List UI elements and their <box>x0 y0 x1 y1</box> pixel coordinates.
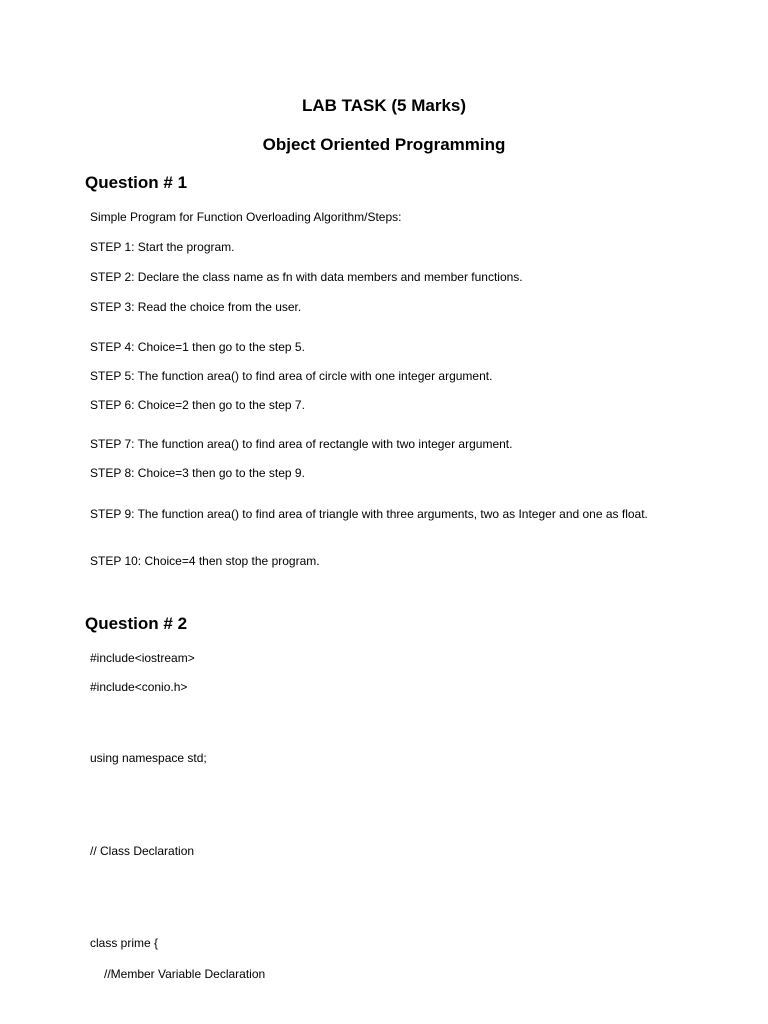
step-8: STEP 8: Choice=3 then go to the step 9. <box>90 466 305 480</box>
step-4: STEP 4: Choice=1 then go to the step 5. <box>90 340 305 354</box>
step-3: STEP 3: Read the choice from the user. <box>90 300 302 314</box>
step-7: STEP 7: The function area() to find area of rectangle with two integer argument. <box>90 437 513 451</box>
code-line-class-comment: // Class Declaration <box>90 844 195 858</box>
code-line-include-conio: #include<conio.h> <box>90 680 188 694</box>
question-2-heading: Question # 2 <box>85 614 188 633</box>
step-10: STEP 10: Choice=4 then stop the program. <box>90 554 320 568</box>
step-2: STEP 2: Declare the class name as fn with data members and member functions. <box>90 270 523 284</box>
step-5: STEP 5: The function area() to find area of circle with one integer argument. <box>90 369 493 383</box>
code-line-include-iostream: #include<iostream> <box>90 651 195 665</box>
document-subtitle: Object Oriented Programming <box>262 135 506 154</box>
code-line-class-prime: class prime { <box>90 936 159 950</box>
document-title: LAB TASK (5 Marks) <box>301 96 467 115</box>
question-1-heading: Question # 1 <box>85 173 188 192</box>
step-6: STEP 6: Choice=2 then go to the step 7. <box>90 398 305 412</box>
question-1-intro: Simple Program for Function Overloading Algorithm/Steps: <box>90 210 402 224</box>
step-9: STEP 9: The function area() to find area of triangle with three arguments, two as Integer and one as float. <box>90 507 648 521</box>
code-line-member-comment: //Member Variable Declaration <box>104 967 266 981</box>
code-line-using-namespace: using namespace std; <box>90 751 207 765</box>
step-1: STEP 1: Start the program. <box>90 240 235 254</box>
